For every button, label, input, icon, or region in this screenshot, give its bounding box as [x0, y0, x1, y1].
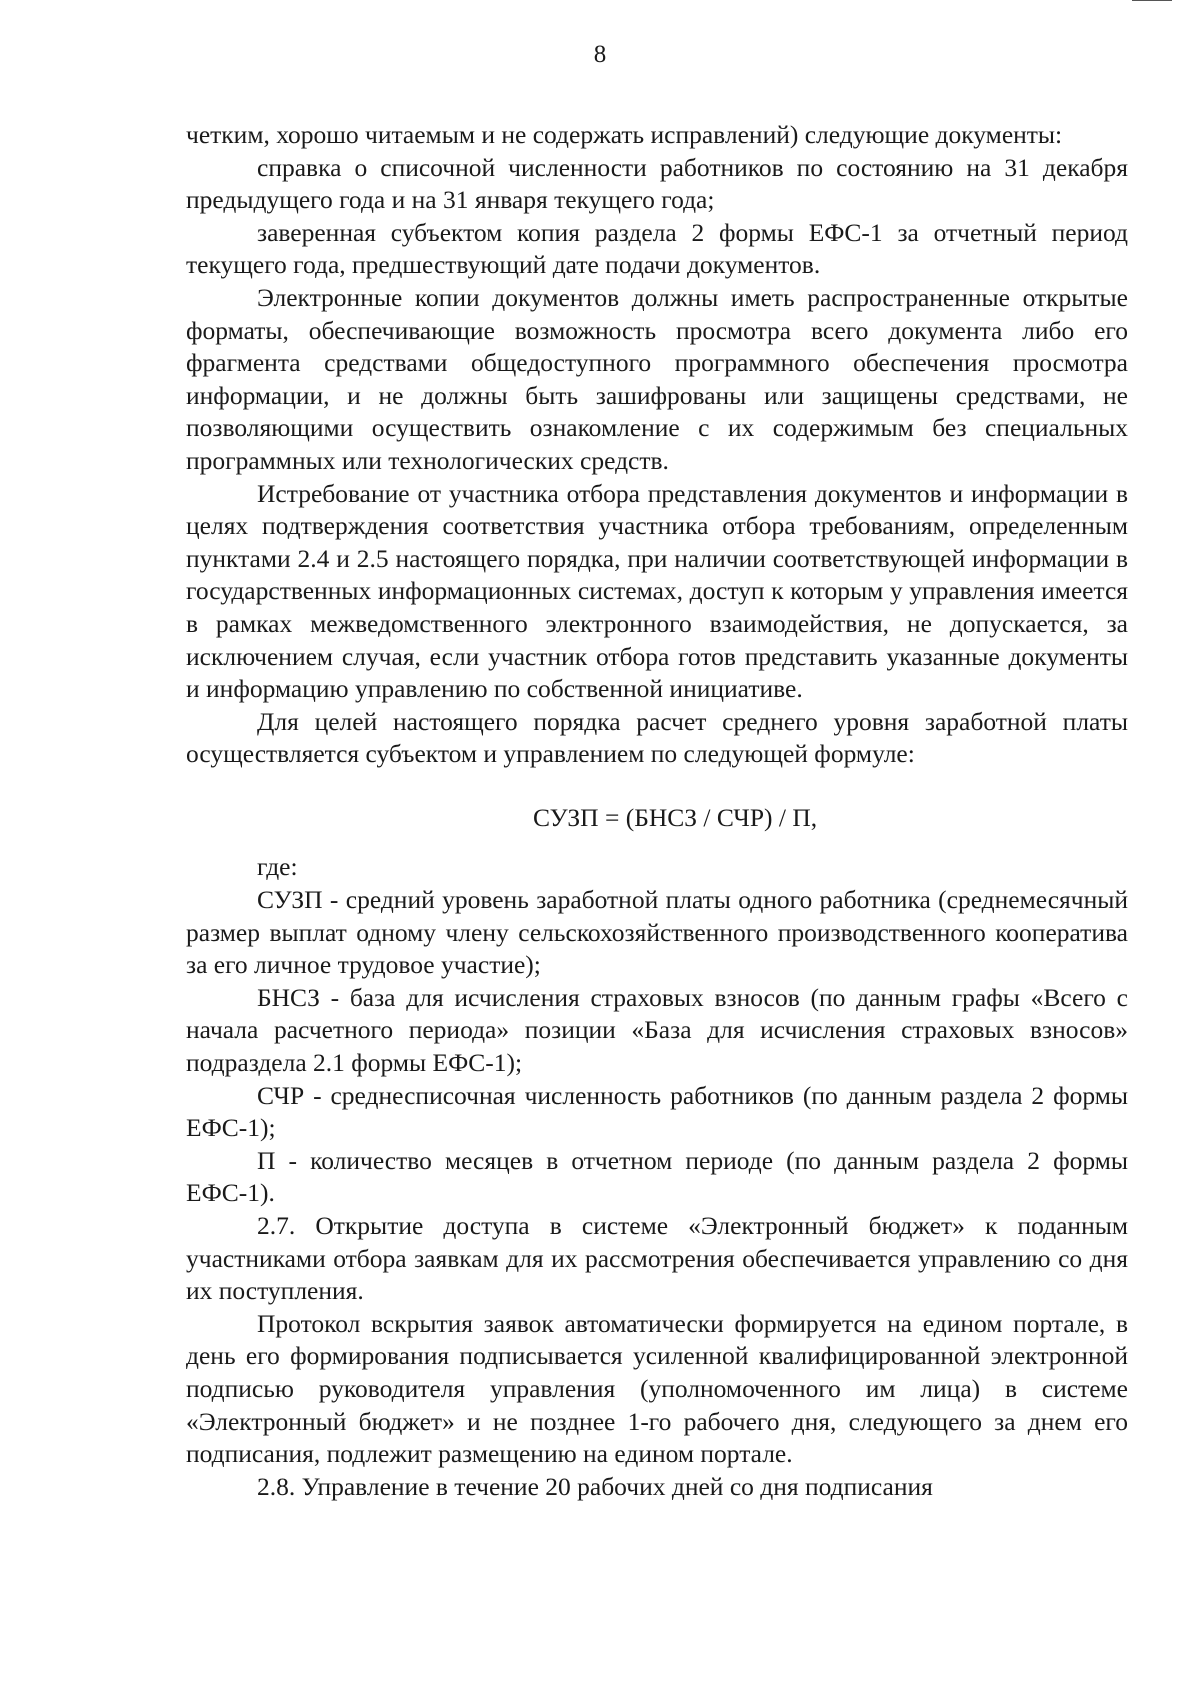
paragraph: Для целей настоящего порядка расчет среднего уровня заработной платы осуществляется субъектом и управлением по следующей формуле:	[186, 706, 1128, 769]
paragraph: Электронные копии документов должны иметь распространенные открытые форматы, обеспечивающие возможность просмотра всего документа либо его фрагмента средствами общедоступного программного обеспечения просмотра информации, и не должны быть зашифрованы или защищены средствами, не позволяющими осуществить ознакомление с их содержимым без специальных программных или технологических средств.	[186, 282, 1128, 475]
definition-schr: СЧР - среднесписочная численность работников (по данным раздела 2 формы ЕФС-1);	[186, 1080, 1128, 1143]
paragraph: Протокол вскрытия заявок автоматически формируется на едином портале, в день его формирования подписывается усиленной квалифицированной электронной подписью руководителя управления (уполномоченного им лица) в системе «Электронный бюджет» и не позднее 1-го рабочего дня, следующего за днем его подписания, подлежит размещению на едином портале.	[186, 1308, 1128, 1469]
paragraph-list-item: справка о списочной численности работников по состоянию на 31 декабря предыдущего года и на 31 января текущего года;	[186, 152, 1128, 215]
paragraph-continuation: четким, хорошо читаемым и не содержать исправлений) следующие документы:	[186, 120, 1063, 149]
document-body	[186, 119, 1128, 1503]
page-number: 8	[593, 41, 607, 68]
definition-suzp: СУЗП - средний уровень заработной платы одного работника (среднемесячный размер выплат одному члену сельскохозяйственного производственного кооператива за его личное трудовое участие);	[186, 885, 1128, 980]
definition-p: П - количество месяцев в отчетном периоде (по данным раздела 2 формы ЕФС-1).	[186, 1145, 1128, 1208]
formula: СУЗП = (БНСЗ / СЧР) / П,	[533, 802, 818, 832]
section-2-8: 2.8. Управление в течение 20 рабочих дней со дня подписания	[257, 1471, 933, 1501]
where-label: где:	[257, 852, 298, 882]
scan-edge-mark	[1132, 0, 1172, 3]
paragraph-list-item: заверенная субъектом копия раздела 2 формы ЕФС-1 за отчетный период текущего года, предшествующий дате подачи документов.	[186, 217, 1128, 280]
section-2-7: 2.7. Открытие доступа в системе «Электронный бюджет» к поданным участниками отбора заявкам для их рассмотрения обеспечивается управлению со дня их поступления.	[186, 1211, 1128, 1306]
paragraph: Истребование от участника отбора представления документов и информации в целях подтверждения соответствия участника отбора требованиям, определенным пунктами 2.4 и 2.5 настоящего порядка, при наличии соответствующей информации в государственных информационных системах, доступ к которым у управления имеется в рамках межведомственного электронного взаимодействия, не допускается, за исключением случая, если участник отбора готов представить указанные документы и информацию управлению по собственной инициативе.	[186, 478, 1128, 704]
definition-bnsz: БНСЗ - база для исчисления страховых взносов (по данным графы «Всего с начала расчетного периода» позиции «База для исчисления страховых взносов» подраздела 2.1 формы ЕФС-1);	[186, 982, 1128, 1078]
